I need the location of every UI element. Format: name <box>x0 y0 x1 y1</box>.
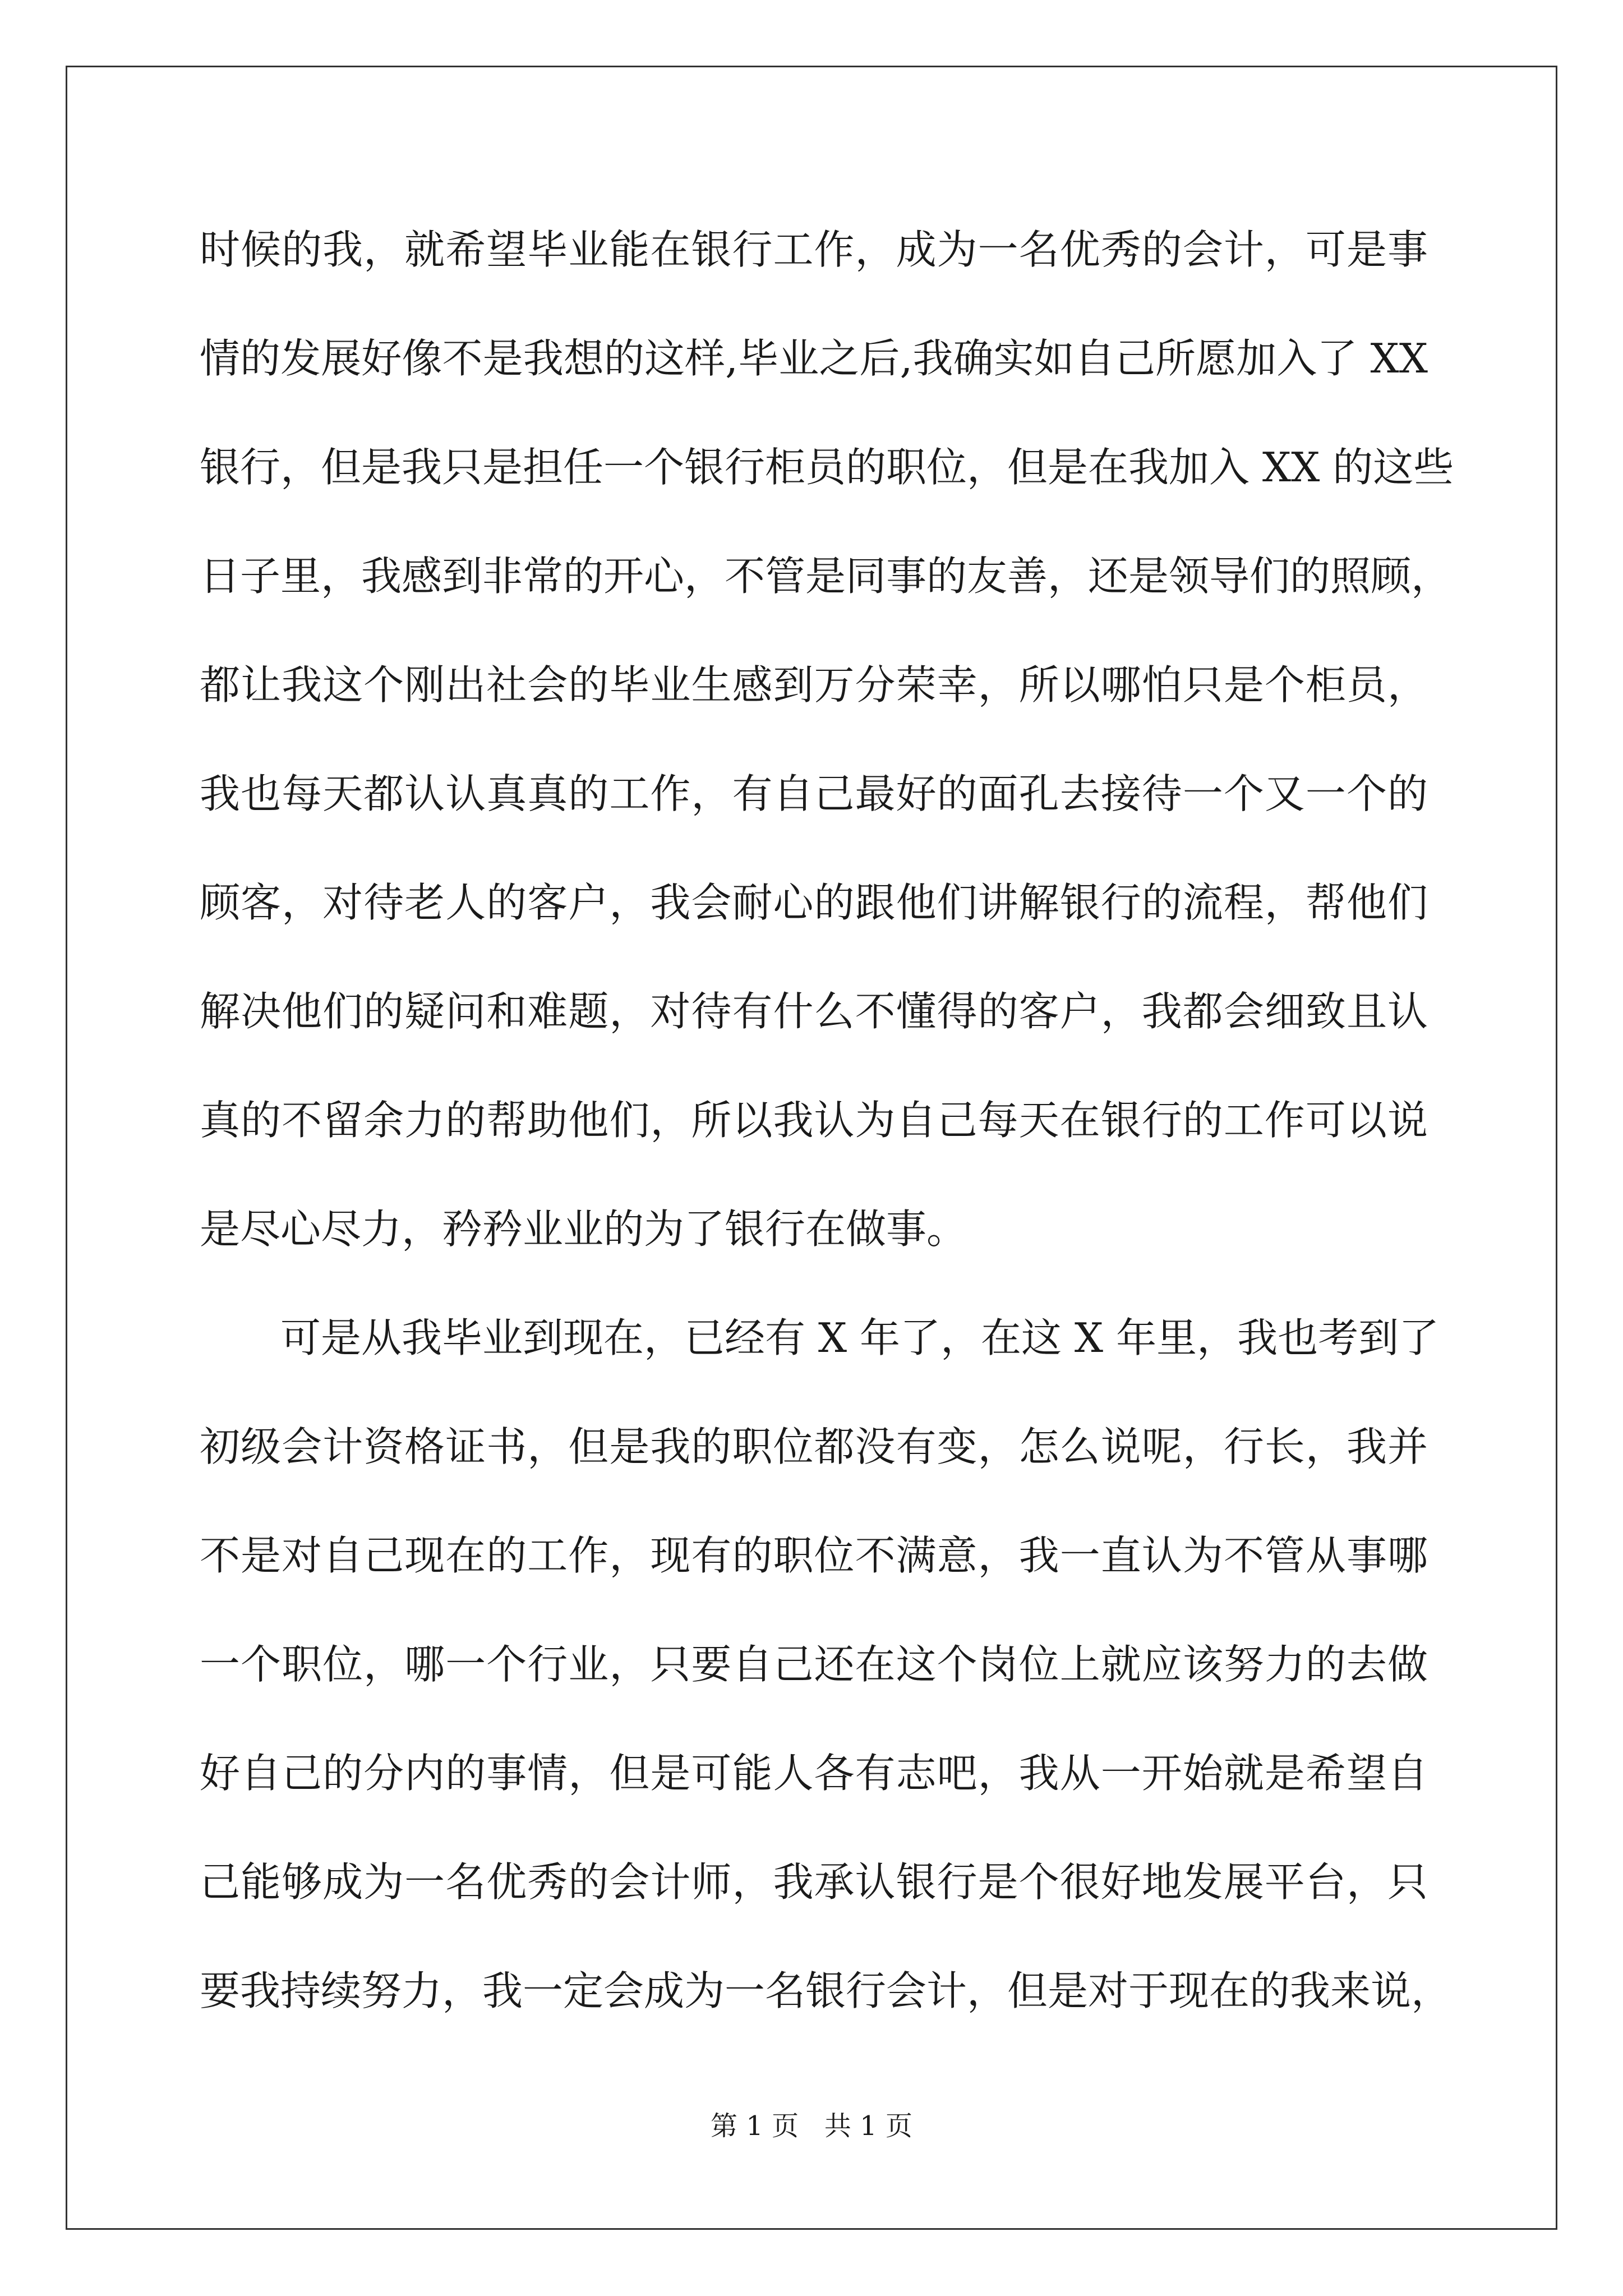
text-line: 真的不留余力的帮助他们，所以我认为自己每天在银行的工作可以说 <box>200 1097 1428 1144</box>
text-line-paragraph-end: 是尽心尽力，矜矜业业的为了银行在做事。 <box>200 1205 967 1253</box>
text-line: 好自己的分内的事情，但是可能人各有志吧，我从一开始就是希望自 <box>200 1750 1428 1797</box>
page-number: 第 1 页 <box>711 2110 799 2142</box>
text-line: 我也每天都认认真真的工作，有自己最好的面孔去接待一个又一个的 <box>200 770 1428 817</box>
page-total: 共 1 页 <box>824 2110 912 2142</box>
text-line: 初级会计资格证书，但是我的职位都没有变，怎么说呢，行长，我并 <box>200 1423 1428 1470</box>
text-line: 不是对自己现在的工作，现有的职位不满意，我一直认为不管从事哪 <box>200 1532 1428 1579</box>
text-line: 解决他们的疑问和难题，对待有什么不懂得的客户，我都会细致且认 <box>200 988 1428 1035</box>
text-line: 都让我这个刚出社会的毕业生感到万分荣幸，所以哪怕只是个柜员， <box>200 661 1428 708</box>
text-line: 时候的我，就希望毕业能在银行工作，成为一名优秀的会计，可是事 <box>200 226 1428 273</box>
text-line: 顾客，对待老人的客户，我会耐心的跟他们讲解银行的流程，帮他们 <box>200 879 1428 926</box>
page-footer <box>0 2109 1623 2143</box>
text-line: 日子里，我感到非常的开心，不管是同事的友善，还是领导们的照顾， <box>200 553 1452 600</box>
text-line: 要我持续努力，我一定会成为一名银行会计，但是对于现在的我来说， <box>200 1967 1452 2014</box>
text-line: 一个职位，哪一个行业，只要自己还在这个岗位上就应该努力的去做 <box>200 1641 1428 1688</box>
text-line-paragraph-start: 可是从我毕业到现在，已经有 X 年了，在这 X 年里，我也考到了 <box>280 1314 1440 1361</box>
text-line: 己能够成为一名优秀的会计师，我承认银行是个很好地发展平台，只 <box>200 1858 1428 1906</box>
text-line: 情的发展好像不是我想的这样,毕业之后,我确实如自己所愿加入了 XX <box>200 335 1428 382</box>
document-body <box>200 220 1454 2070</box>
text-line: 银行，但是我只是担任一个银行柜员的职位，但是在我加入 XX 的这些 <box>200 444 1454 491</box>
